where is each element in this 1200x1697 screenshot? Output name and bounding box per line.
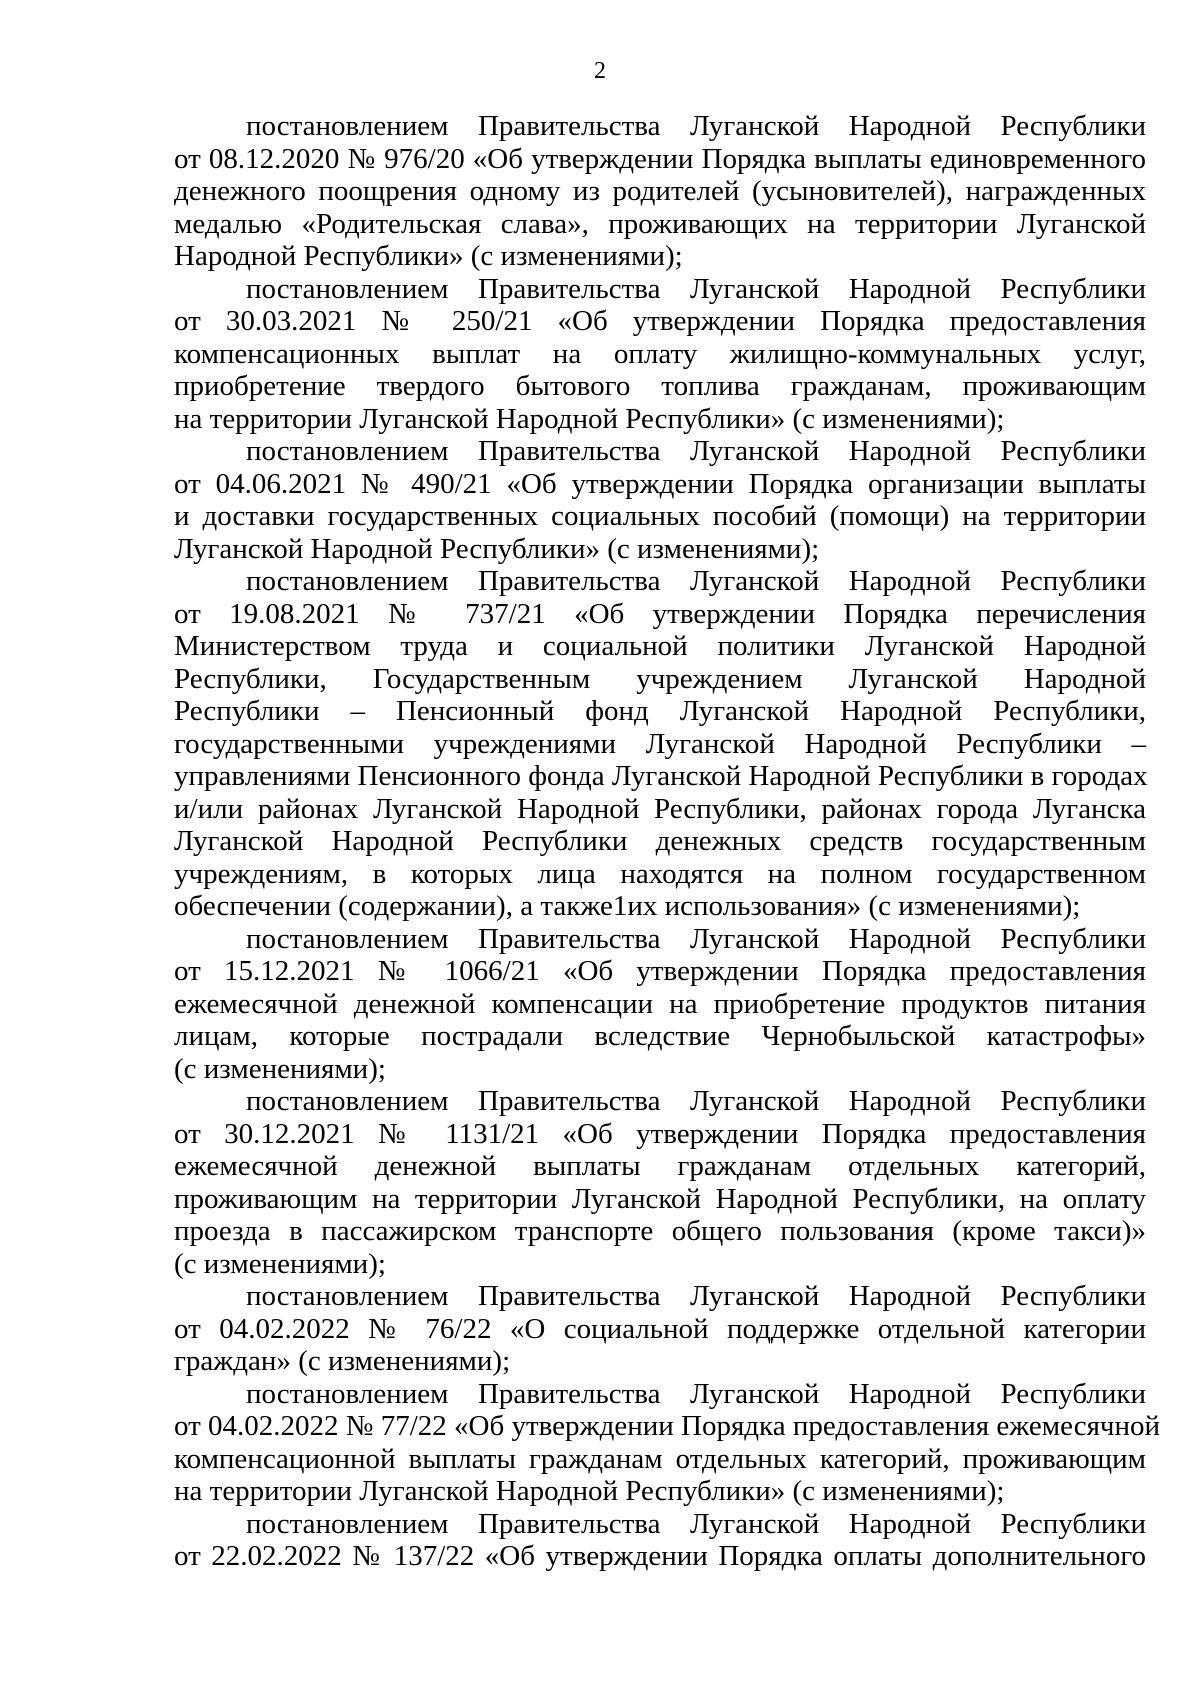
paragraph-line: управлениями Пенсионного фонда Луганской Народной Республики в городах — [174, 760, 1148, 792]
decree-paragraph — [174, 1085, 1146, 1280]
paragraph-line: Республики – Пенсионный фонд Луганской Народной Республики, — [174, 695, 1146, 727]
paragraph-line: ежемесячной денежной компенсации на приобретение продуктов питания — [174, 987, 1146, 1020]
decree-paragraph — [174, 1377, 1161, 1508]
paragraph-line: обеспечении (содержании), а также1их использования» (с изменениями); — [174, 890, 1081, 922]
paragraph-line: и/или районах Луганской Народной Республики, районах города Луганска — [174, 792, 1146, 825]
document-body — [174, 110, 1161, 1573]
decree-paragraph — [174, 1280, 1146, 1378]
paragraph-line: постановлением Правительства Луганской Народной Республики — [246, 1085, 1146, 1117]
decree-paragraph — [174, 923, 1146, 1086]
paragraph-line: Республики, Государственным учреждением Луганской Народной — [174, 662, 1146, 695]
paragraph-line: постановлением Правительства Луганской Народной Республики — [246, 1377, 1146, 1410]
paragraph-line: компенсационной выплаты гражданам отдельных категорий, проживающим — [174, 1442, 1146, 1475]
decree-paragraph — [174, 273, 1146, 436]
paragraph-line: от 04.02.2022 № 77/22 «Об утверждении Порядка предоставления ежемесячной — [174, 1410, 1161, 1442]
paragraph-line: от 15.12.2021 № 1066/21 «Об утверждении Порядка предоставления — [174, 955, 1146, 987]
paragraph-line: от 22.02.2022 № 137/22 «Об утверждении Порядка оплаты дополнительного — [174, 1540, 1146, 1572]
paragraph-line: постановлением Правительства Луганской Народной Республики — [246, 272, 1146, 305]
decree-paragraph — [174, 565, 1146, 923]
paragraph-line: постановлением Правительства Луганской Народной Республики — [246, 1507, 1146, 1540]
paragraph-line: медалью «Родительская слава», проживающих на территории Луганской — [174, 207, 1146, 240]
page-number: 2 — [594, 58, 606, 84]
paragraph-line: Луганской Народной Республики денежных средств государственным — [174, 825, 1146, 857]
paragraph-line: государственными учреждениями Луганской Народной Республики – — [174, 727, 1146, 760]
paragraph-line: Народной Республики» (с изменениями); — [174, 240, 683, 272]
paragraph-line: ежемесячной денежной выплаты гражданам отдельных категорий, — [174, 1150, 1146, 1182]
paragraph-line: постановлением Правительства Луганской Народной Республики — [246, 435, 1146, 467]
paragraph-line: (с изменениями); — [174, 1247, 386, 1280]
paragraph-line: от 30.03.2021 № 250/21 «Об утверждении Порядка предоставления — [174, 305, 1146, 337]
paragraph-line: постановлением Правительства Луганской Народной Республики — [246, 110, 1146, 142]
paragraph-line: лицам, которые пострадали вследствие Чернобыльской катастрофы» — [174, 1020, 1146, 1052]
decree-paragraph — [174, 435, 1146, 565]
paragraph-line: на территории Луганской Народной Республики» (с изменениями); — [174, 402, 1005, 435]
paragraph-line: от 19.08.2021 № 737/21 «Об утверждении Порядка перечисления — [174, 597, 1146, 630]
paragraph-line: (с изменениями); — [174, 1052, 386, 1085]
paragraph-line: граждан» (с изменениями); — [174, 1345, 511, 1377]
paragraph-line: от 04.06.2021 № 490/21 «Об утверждении Порядка организации выплаты — [174, 467, 1146, 500]
decree-paragraph — [174, 110, 1146, 273]
paragraph-line: денежного поощрения одному из родителей (усыновителей), награжденных — [174, 175, 1146, 207]
paragraph-line: постановлением Правительства Луганской Народной Республики — [246, 565, 1146, 597]
paragraph-line: от 04.02.2022 № 76/22 «О социальной поддержке отдельной категории — [174, 1312, 1146, 1345]
paragraph-line: Луганской Народной Республики» (с изменениями); — [174, 532, 820, 565]
paragraph-line: проживающим на территории Луганской Народной Республики, на оплату — [174, 1182, 1146, 1215]
paragraph-line: Министерством труда и социальной политики Луганской Народной — [174, 630, 1146, 662]
paragraph-line: постановлением Правительства Луганской Народной Республики — [246, 1280, 1146, 1312]
paragraph-line: на территории Луганской Народной Республики» (с изменениями); — [174, 1475, 1005, 1507]
paragraph-line: проезда в пассажирском транспорте общего пользования (кроме такси)» — [174, 1215, 1146, 1247]
paragraph-line: учреждениям, в которых лица находятся на полном государственном — [174, 857, 1146, 890]
decree-paragraph — [174, 1508, 1146, 1573]
paragraph-line: от 08.12.2020 № 976/20 «Об утверждении Порядка выплаты единовременного — [174, 142, 1146, 175]
paragraph-line: и доставки государственных социальных пособий (помощи) на территории — [174, 500, 1146, 532]
paragraph-line: приобретение твердого бытового топлива гражданам, проживающим — [174, 370, 1146, 402]
paragraph-line: постановлением Правительства Луганской Народной Республики — [246, 922, 1146, 955]
paragraph-line: от 30.12.2021 № 1131/21 «Об утверждении Порядка предоставления — [174, 1117, 1146, 1150]
paragraph-line: компенсационных выплат на оплату жилищно-коммунальных услуг, — [174, 337, 1146, 370]
